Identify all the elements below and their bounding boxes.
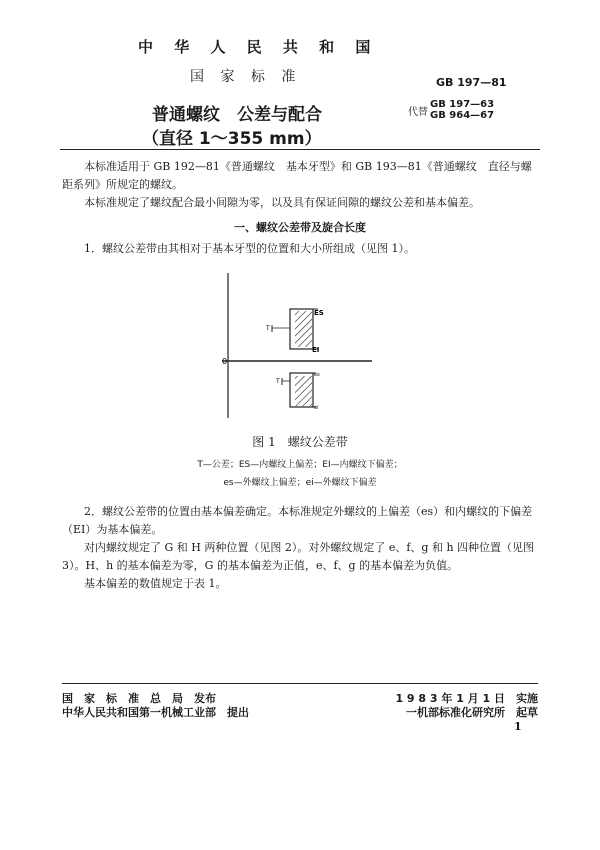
replaces-label: 代替 [408, 106, 428, 118]
ei-label: EI [312, 346, 320, 354]
country-name: 中 华 人 民 共 和 国 [138, 38, 379, 56]
external-hatch [295, 376, 312, 406]
tolerance-zone-figure [200, 268, 400, 428]
proposer: 中华人民共和国第一机械工业部 提出 [62, 706, 249, 719]
document-subtitle: （直径 1～355 mm） [142, 129, 322, 149]
footer-divider [62, 683, 538, 684]
standard-code: GB 197—81 [436, 76, 507, 89]
es-external-label: es [314, 372, 320, 378]
figure-legend-line-1: T—公差；ES—内螺纹上偏差；EI—内螺纹下偏差； [197, 460, 403, 470]
page-number: 1 [514, 720, 522, 733]
zero-label: 0 [222, 357, 228, 366]
item-1-text: 1．螺纹公差带由其相对于基本牙型的位置和大小所组成（见图 1）。 [84, 242, 415, 255]
replaces-block [408, 99, 494, 121]
intro-paragraph-1: 本标准适用于 GB 192—81《普通螺纹 基本牙型》和 GB 193—81《普通螺纹 直径与螺距系列》所规定的螺纹。 [62, 160, 532, 191]
intro-paragraph-2: 本标准规定了螺纹配合最小间隙为零，以及具有保证间隙的螺纹公差和基本偏差。 [84, 196, 480, 209]
intro-section [62, 158, 540, 212]
t-label-lower: T [276, 378, 280, 385]
replaces-list [430, 99, 494, 121]
table-reference-paragraph: 基本偏差的数值规定于表 1。 [84, 577, 227, 590]
document-title: 普通螺纹 公差与配合 [152, 105, 322, 125]
positions-paragraph: 对内螺纹规定了 G 和 H 两种位置（见图 2）。对外螺纹规定了 e、f、g 和 h 四种位置（见图 3）。H、h 的基本偏差为零，G 的基本偏差为正值，e、f、g 的基本偏差为负值。 [62, 541, 535, 572]
section-heading: 一、螺纹公差带及旋合长度 [234, 221, 366, 234]
internal-hatch [295, 311, 312, 347]
standard-type: 国 家 标 准 [190, 69, 302, 85]
figure-caption: 图 1 螺纹公差带 [252, 435, 348, 449]
item-2-paragraph: 2．螺纹公差带的位置由基本偏差确定。本标准规定外螺纹的上偏差（es）和内螺纹的下偏差（EI）为基本偏差。 [62, 505, 533, 536]
replaced-standard: GB 964—67 [430, 110, 495, 121]
es-label: ES [314, 309, 324, 317]
implementation-date: 1 9 8 3 年 1 月 1 日 实施 [395, 692, 538, 705]
issuer: 国 家 标 准 总 局 发布 [62, 692, 216, 705]
body-section [62, 503, 540, 593]
replaced-standard: GB 197—63 [430, 99, 495, 110]
figure-legend-line-2: es—外螺纹上偏差；ei—外螺纹下偏差 [223, 478, 377, 488]
t-label-upper: T [266, 325, 270, 332]
header-divider [60, 149, 540, 150]
drafter: 一机部标准化研究所 起草 [406, 706, 538, 719]
ei-external-label: ei [314, 405, 319, 411]
